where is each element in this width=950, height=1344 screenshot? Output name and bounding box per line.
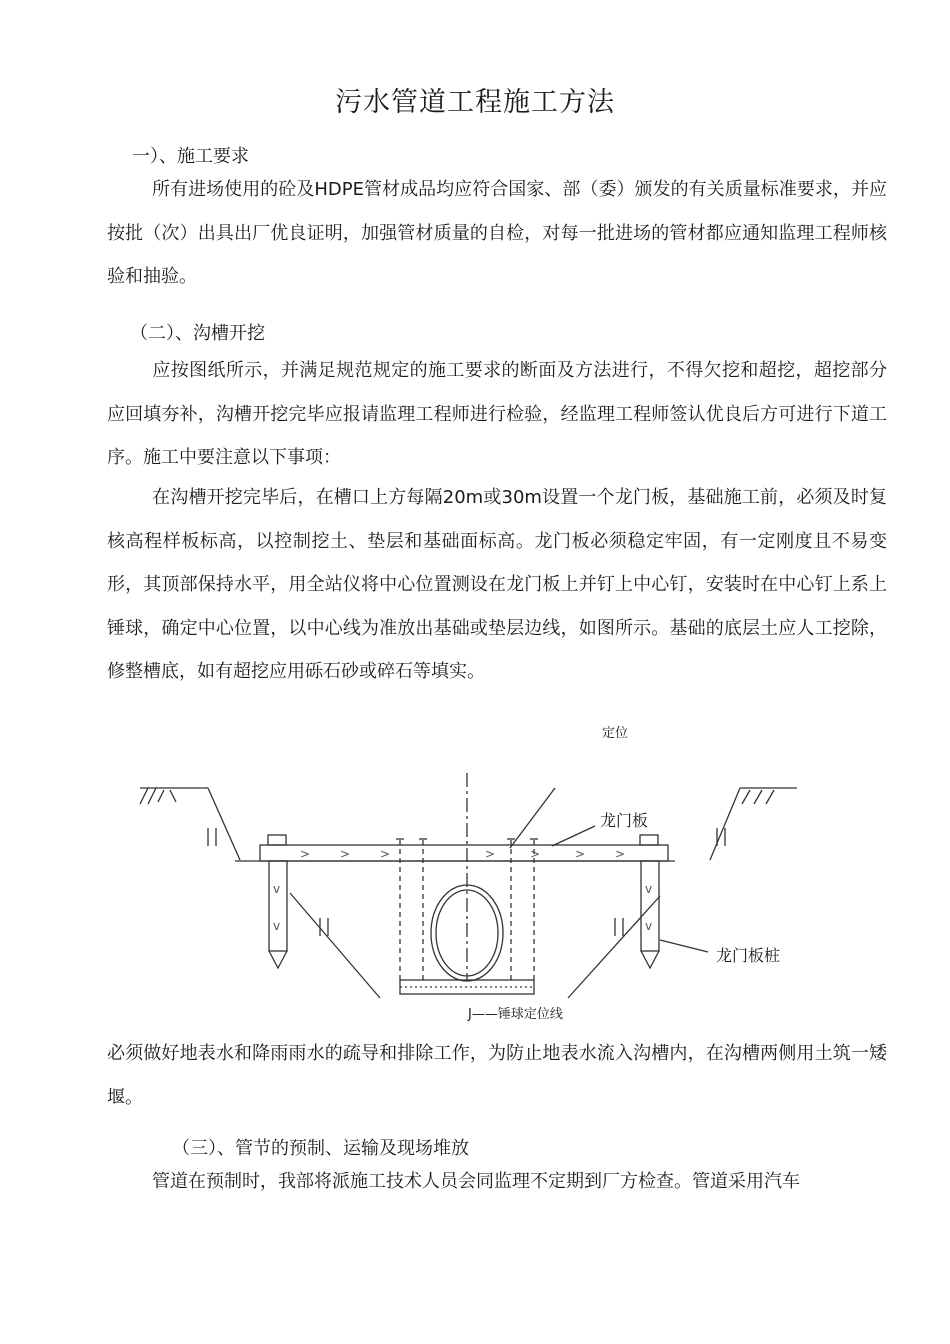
section-2-paragraph-2-text: 在沟槽开挖完毕后，在槽口上方每隔20m或30m设置一个龙门板，基础施工前，必须及时复核高程样板标高，以控制挖土、垫层和基础面标高。龙门板必须稳定牢固，有一定刚度且不易变形，其顶部保持水平，用全站仪将中心位置测设在龙门板上并钉上中心钉，安装时在中心钉上系上锤球，确定中心位置，以中心线为准放出基础或垫层边线，如图所示。基础的底层土应人工挖除，修整槽底，如有超挖应用砾石砂或碎石等填实。 (107, 487, 887, 682)
trench-diagram (100, 718, 840, 1028)
section-1-paragraph-text: 所有进场使用的砼及HDPE管材成品均应符合国家、部（委）颁发的有关质量标准要求，并应按批（次）出具出厂优良证明，加强管材质量的自检，对每一批进场的管材都应通知监理工程师核验和抽验。 (107, 179, 887, 287)
figure-label-batter-board: 龙门板 (600, 811, 649, 830)
pile-left (269, 861, 287, 951)
leader-pile (660, 940, 708, 952)
board-arrow-mark: > (485, 847, 496, 861)
section-2-paragraph-1 (107, 349, 887, 480)
section-2-heading: （二）、沟槽开挖 (130, 323, 265, 344)
board-cleat-left (268, 835, 286, 845)
figure-label-batter-pile: 龙门板桩 (716, 946, 781, 965)
ground-hatch (170, 790, 176, 802)
pile-mark: v (273, 882, 281, 896)
board-arrow-mark: > (300, 847, 311, 861)
section-3-paragraph (107, 1160, 887, 1204)
figure-label-plumb-line: J——锤球定位线 (468, 1007, 563, 1022)
pile-left-tip (269, 951, 287, 968)
section-2-paragraph-2 (107, 476, 887, 694)
pile-mark: v (645, 919, 653, 933)
slope-right-lower (568, 896, 660, 998)
section-1-heading: 一）、施工要求 (132, 146, 249, 167)
pile-right-tip (641, 951, 659, 968)
board-arrow-mark: > (575, 847, 586, 861)
ground-hatch (754, 790, 762, 804)
board-cleat-right (640, 835, 658, 845)
board-arrow-mark: > (380, 847, 391, 861)
section-2-paragraph-3 (107, 1032, 887, 1119)
ground-hatch (158, 790, 164, 802)
board-arrow-mark: > (615, 847, 626, 861)
page-title: 污水管道工程施工方法 (335, 87, 615, 118)
section-1-paragraph (107, 168, 887, 299)
ground-hatch (140, 788, 148, 804)
leader-board (552, 826, 595, 846)
section-2-paragraph-1-text: 应按图纸所示，并满足规范规定的施工要求的断面及方法进行，不得欠挖和超挖，超挖部分应回填夯补，沟槽开挖完毕应报请监理工程师进行检验，经监理工程师签认优良后方可进行下道工序。施工中要注意以下事项： (107, 360, 887, 468)
figure-top-label: 定位 (602, 726, 629, 741)
trench-diagram-drawing (100, 718, 840, 1028)
ground-hatch (742, 790, 750, 804)
slope-right-upper (710, 788, 740, 860)
pile-mark: v (273, 919, 281, 933)
ground-hatch (148, 788, 156, 804)
section-3-heading: （三）、管节的预制、运输及现场堆放 (172, 1138, 469, 1159)
ground-hatch (766, 790, 774, 804)
slope-left-upper (208, 788, 240, 860)
section-2-paragraph-3-text: 必须做好地表水和降雨雨水的疏导和排除工作，为防止地表水流入沟槽内，在沟槽两侧用土筑一矮堰。 (107, 1043, 887, 1108)
section-3-paragraph-text: 管道在预制时，我部将派施工技术人员会同监理不定期到厂方检查。管道采用汽车 (152, 1171, 800, 1192)
pile-mark: v (645, 882, 653, 896)
board-arrow-mark: > (530, 847, 541, 861)
board-arrow-mark: > (340, 847, 351, 861)
batter-board (260, 845, 668, 861)
pile-right (641, 861, 659, 951)
slope-left-lower (290, 893, 380, 998)
